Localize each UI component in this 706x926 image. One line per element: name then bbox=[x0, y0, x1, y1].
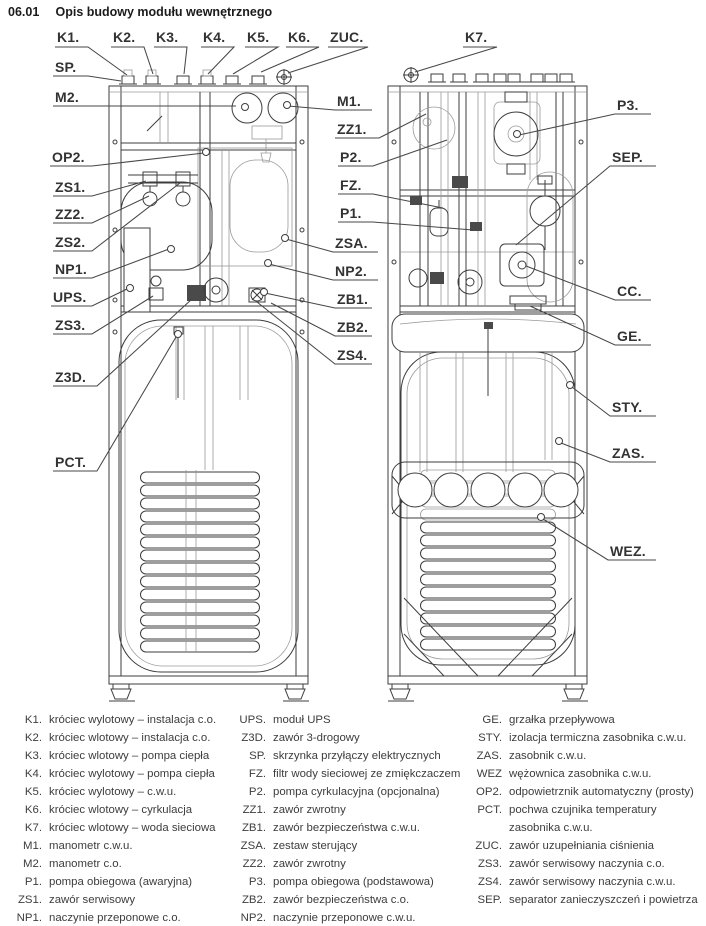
legend-item-desc: króciec wylotowy – c.w.u. bbox=[49, 786, 177, 798]
top-connection-stubs bbox=[119, 69, 292, 85]
legend-item bbox=[232, 819, 466, 837]
callout-k7: K7. bbox=[465, 29, 488, 45]
legend-item-code: GE. bbox=[482, 714, 502, 726]
legend-item bbox=[8, 801, 228, 819]
legend-item-code: ZS4. bbox=[477, 876, 502, 888]
legend-item bbox=[232, 855, 466, 873]
callout-k2: K2. bbox=[113, 29, 136, 45]
legend-item-desc: króciec wlotowy – cyrkulacja bbox=[49, 804, 193, 816]
callout-k1: K1. bbox=[57, 29, 80, 45]
callout-cc: CC. bbox=[617, 283, 642, 299]
callout-zs4: ZS4. bbox=[337, 347, 368, 363]
legend-item-desc: naczynie przeponowe c.o. bbox=[49, 912, 181, 924]
legend-item-code: OP2. bbox=[476, 786, 502, 798]
legend-item-desc: zawór zwrotny bbox=[273, 858, 346, 870]
legend-item bbox=[8, 711, 228, 729]
callout-p3: P3. bbox=[617, 97, 639, 113]
legend-item bbox=[468, 837, 702, 855]
callout-pct: PCT. bbox=[55, 454, 87, 470]
legend-item bbox=[232, 747, 466, 765]
legend-item bbox=[468, 855, 702, 873]
callout-sty: STY. bbox=[612, 399, 643, 415]
heating-module-cc bbox=[500, 244, 544, 286]
legend-item-desc: filtr wody sieciowej ze zmiękczaczem bbox=[273, 768, 461, 780]
foot bbox=[109, 684, 135, 701]
left-coil bbox=[141, 470, 260, 652]
legend-item-code: NP1. bbox=[16, 912, 42, 924]
legend-item bbox=[468, 891, 702, 909]
callout-np1: NP1. bbox=[55, 261, 87, 277]
legend-item-code: SP. bbox=[249, 750, 266, 762]
callout-zz2: ZZ2. bbox=[55, 206, 85, 222]
legend-item-desc: skrzynka przyłączy elektrycznych bbox=[273, 750, 441, 762]
legend-item bbox=[8, 765, 228, 783]
legend-item bbox=[8, 873, 228, 891]
legend-item-desc: separator zanieczyszczeń i powietrza bbox=[509, 894, 698, 906]
callout-ups: UPS. bbox=[53, 289, 87, 305]
callout-np2: NP2. bbox=[335, 263, 367, 279]
legend-item-desc: króciec wylotowy – pompa ciepła bbox=[49, 768, 215, 780]
legend-item bbox=[468, 711, 702, 729]
callout-zb1: ZB1. bbox=[337, 291, 369, 307]
left-module-section bbox=[121, 92, 298, 312]
legend-item bbox=[468, 801, 702, 837]
callout-zuc: ZUC. bbox=[330, 29, 364, 45]
legend-item-code: ZUC. bbox=[475, 840, 502, 852]
legend-item-code: M2. bbox=[23, 858, 42, 870]
callout-sp: SP. bbox=[55, 59, 77, 75]
legend-item bbox=[232, 837, 466, 855]
legend-item-code: K5. bbox=[24, 786, 42, 798]
legend-item-code: STY. bbox=[478, 732, 502, 744]
legend-item-desc: zawór serwisowy bbox=[49, 894, 136, 906]
legend-item-desc: wężownica zasobnika c.w.u. bbox=[509, 768, 652, 780]
legend-item bbox=[8, 729, 228, 747]
legend-item-desc: pompa cyrkulacyjna (opcjonalna) bbox=[273, 786, 440, 798]
vessel-behind bbox=[527, 172, 573, 302]
callout-zs2: ZS2. bbox=[55, 234, 86, 250]
legend-item-code: M1. bbox=[23, 840, 42, 852]
callout-wez: WEZ. bbox=[610, 543, 646, 559]
legend-item bbox=[8, 909, 228, 926]
legend-item-code: SEP. bbox=[477, 894, 502, 906]
legend-item-code: Z3D. bbox=[241, 732, 266, 744]
callout-m2: M2. bbox=[55, 89, 79, 105]
foot bbox=[283, 684, 309, 701]
legend-item bbox=[8, 783, 228, 801]
legend-item-code: ZS3. bbox=[477, 858, 502, 870]
legend-item-desc: odpowietrznik automatyczny (prosty) bbox=[509, 786, 694, 798]
legend-item bbox=[232, 711, 466, 729]
legend-item-code: ZB1. bbox=[241, 822, 266, 834]
legend-item-desc: zawór bezpieczeństwa c.o. bbox=[273, 894, 410, 906]
legend-item-desc: naczynie przeponowe c.w.u. bbox=[273, 912, 416, 924]
legend-item bbox=[468, 783, 702, 801]
bottom-left-valve bbox=[149, 276, 163, 300]
left-unit-drawing bbox=[109, 69, 309, 701]
right-tank bbox=[392, 352, 584, 676]
legend-item bbox=[232, 873, 466, 891]
frame-screw-holes bbox=[392, 140, 583, 336]
right-base bbox=[388, 676, 588, 701]
legend-item-code: P1. bbox=[24, 876, 42, 888]
legend-item-desc: zawór 3-drogowy bbox=[273, 732, 360, 744]
legend-item-desc: pompa obiegowa (podstawowa) bbox=[273, 876, 434, 888]
legend-item bbox=[232, 729, 466, 747]
callout-zs3: ZS3. bbox=[55, 317, 86, 333]
callout-op2: OP2. bbox=[52, 149, 85, 165]
legend-item-code: ZS1. bbox=[17, 894, 42, 906]
legend-item bbox=[232, 801, 466, 819]
callout-ge: GE. bbox=[617, 328, 642, 344]
legend-item-desc: moduł UPS bbox=[273, 714, 331, 726]
page-title: Opis budowy modułu wewnętrznego bbox=[55, 5, 273, 19]
legend-item-desc: zawór serwisowy naczynia c.w.u. bbox=[509, 876, 676, 888]
callout-z3d: Z3D. bbox=[55, 369, 87, 385]
legend-item-desc: zestaw sterujący bbox=[273, 840, 358, 852]
legend-item-code: ZB2. bbox=[241, 894, 266, 906]
callout-zz1: ZZ1. bbox=[337, 121, 367, 137]
pressure-fill-valve bbox=[276, 69, 292, 85]
callout-p1: P1. bbox=[340, 205, 362, 221]
legend-item bbox=[8, 747, 228, 765]
legend-item bbox=[232, 765, 466, 783]
legend-item-desc: zasobnik c.w.u. bbox=[509, 750, 587, 762]
legend-item-desc: zawór zwrotny bbox=[273, 804, 346, 816]
legend-item-desc: króciec wlotowy – pompa ciepła bbox=[49, 750, 210, 762]
legend-item-code: ZSA. bbox=[240, 840, 266, 852]
legend-item-desc: króciec wlotowy – instalacja c.o. bbox=[49, 732, 211, 744]
right-unit-drawing bbox=[388, 67, 588, 701]
ups-module-box bbox=[124, 228, 150, 312]
legend-item bbox=[232, 783, 466, 801]
callout-sep: SEP. bbox=[612, 149, 643, 165]
legend-item-code: PCT. bbox=[477, 804, 502, 816]
section-number: 06.01 bbox=[8, 5, 40, 19]
right-module-section bbox=[400, 92, 575, 312]
legend-item-desc: grzałka przepływowa bbox=[509, 714, 615, 726]
legend-item-desc: izolacja termiczna zasobnika c.w.u. bbox=[509, 732, 687, 744]
mains-water-valve bbox=[403, 67, 419, 83]
legend-item-desc: zawór bezpieczeństwa c.w.u. bbox=[273, 822, 420, 834]
callout-k4: K4. bbox=[203, 29, 226, 45]
callout-zas: ZAS. bbox=[612, 445, 645, 461]
legend-item bbox=[468, 765, 702, 783]
three-way-valve bbox=[187, 285, 206, 301]
legend-item-code: P3. bbox=[248, 876, 266, 888]
legend-item bbox=[8, 837, 228, 855]
legend-item-code: ZAS. bbox=[476, 750, 502, 762]
legend-item-desc: króciec wlotowy – woda sieciowa bbox=[49, 822, 216, 834]
foot bbox=[562, 684, 588, 701]
callout-fz: FZ. bbox=[340, 177, 362, 193]
legend-item bbox=[8, 855, 228, 873]
legend-item-code: UPS. bbox=[239, 714, 266, 726]
legend-column-3 bbox=[468, 711, 702, 909]
callout-zb2: ZB2. bbox=[337, 319, 369, 335]
legend-item-desc: króciec wylotowy – instalacja c.o. bbox=[49, 714, 217, 726]
legend-item-desc: pompa obiegowa (awaryjna) bbox=[49, 876, 193, 888]
filter-softener bbox=[430, 200, 448, 236]
legend-item-code: ZZ1. bbox=[242, 804, 266, 816]
callout-zsa: ZSA. bbox=[335, 235, 368, 251]
legend-item-code: P2. bbox=[248, 786, 266, 798]
legend-item bbox=[468, 729, 702, 747]
legend-item-code: K4. bbox=[24, 768, 42, 780]
legend-item-desc: zawór uzupełniania ciśnienia bbox=[509, 840, 655, 852]
legend-item bbox=[232, 891, 466, 909]
legend-item-code: K7. bbox=[24, 822, 42, 834]
callout-k5: K5. bbox=[247, 29, 270, 45]
callout-p2: P2. bbox=[340, 149, 362, 165]
callout-k6: K6. bbox=[288, 29, 311, 45]
legend-column-1 bbox=[8, 711, 228, 926]
legend-item-code: K1. bbox=[24, 714, 42, 726]
expansion-vessel-cwu bbox=[230, 160, 288, 252]
left-tank bbox=[119, 320, 298, 672]
legend-item bbox=[468, 873, 702, 891]
legend-item bbox=[8, 819, 228, 837]
legend-column-2 bbox=[232, 711, 466, 926]
legend-item-code: K6. bbox=[24, 804, 42, 816]
legend-item bbox=[468, 747, 702, 765]
foot bbox=[388, 684, 414, 701]
legend-item-code: NP2. bbox=[240, 912, 266, 924]
callout-zs1: ZS1. bbox=[55, 179, 86, 195]
legend-item-desc: manometr c.o. bbox=[49, 858, 122, 870]
left-base bbox=[109, 676, 309, 701]
legend-item-code: ZZ2. bbox=[242, 858, 266, 870]
legend-item-desc: manometr c.w.u. bbox=[49, 840, 133, 852]
pump-p1 bbox=[204, 278, 228, 302]
callout-k3: K3. bbox=[156, 29, 179, 45]
legend-item-desc: zawór serwisowy naczynia c.o. bbox=[509, 858, 665, 870]
legend-item bbox=[232, 909, 466, 926]
top-connection-stubs bbox=[403, 67, 575, 83]
legend-item-code: K2. bbox=[24, 732, 42, 744]
legend-item bbox=[8, 891, 228, 909]
legend-item-desc: pochwa czujnika temperatury zasobnika c.w.u. bbox=[509, 804, 657, 834]
legend-item-code: WEZ bbox=[476, 768, 502, 780]
legend-item-code: K3. bbox=[24, 750, 42, 762]
flow-heater bbox=[510, 296, 546, 310]
callout-m1: M1. bbox=[337, 93, 361, 109]
legend-item-code: FZ. bbox=[248, 768, 266, 780]
